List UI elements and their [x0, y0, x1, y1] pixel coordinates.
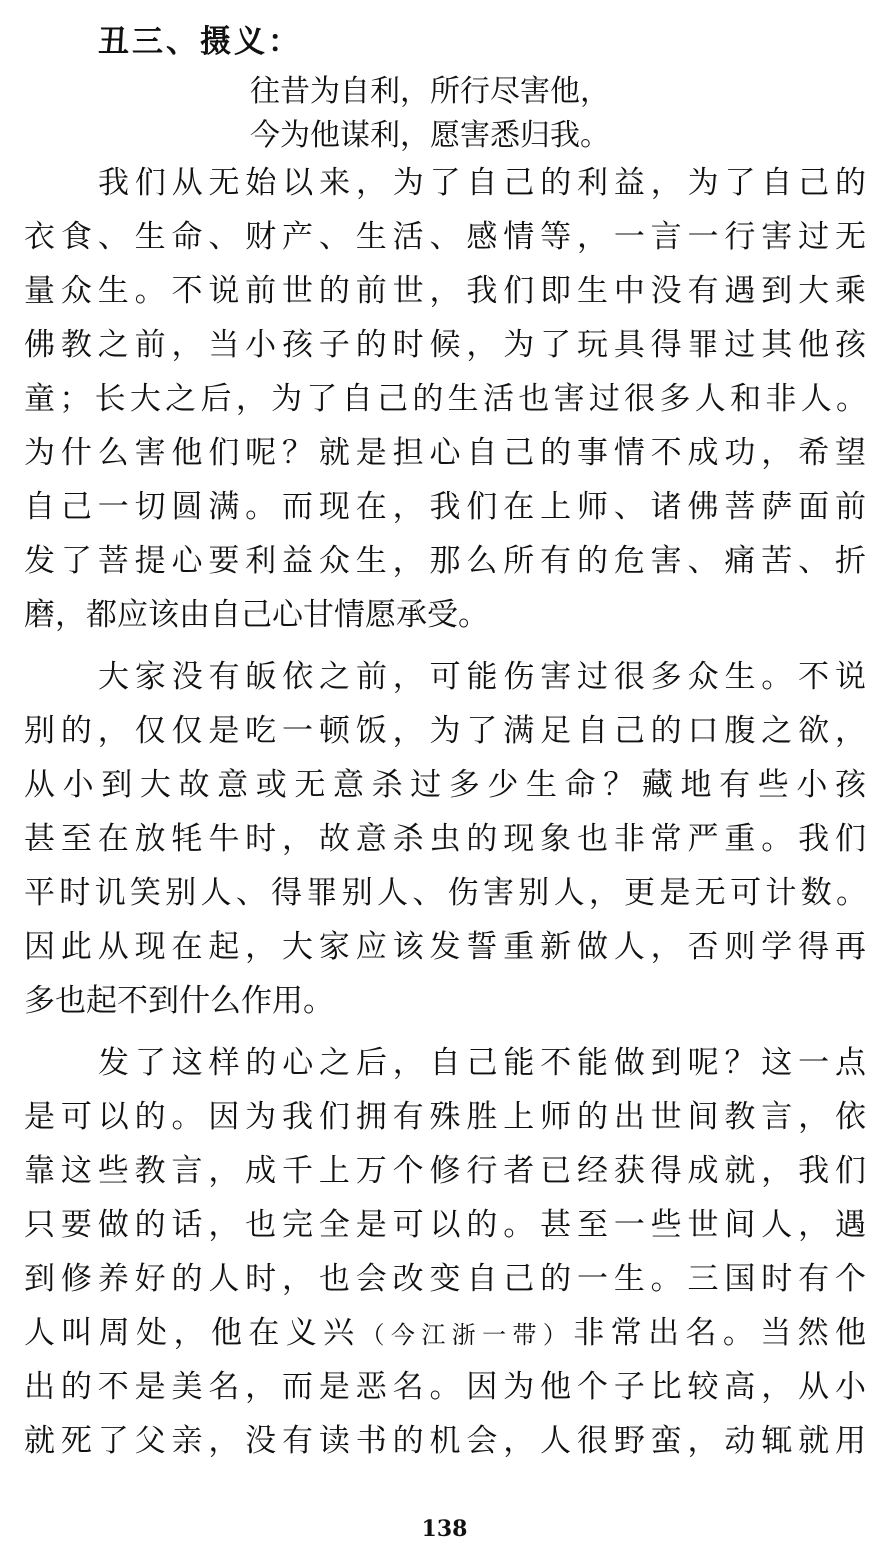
text-line: 童；长大之后，为了自己的生活也害过很多人和非人。	[24, 381, 866, 417]
text-line: 为什么害他们呢？就是担心自己的事情不成功，希望	[24, 435, 866, 471]
text-line: 就死了父亲，没有读书的机会，人很野蛮，动辄就用	[24, 1423, 866, 1459]
text-line: 是可以的。因为我们拥有殊胜上师的出世间教言，依	[24, 1099, 866, 1135]
section-heading: 丑三、摄义：	[98, 24, 302, 60]
verse-block	[250, 70, 610, 158]
parenthetical-note: （今江浙一带）	[360, 1321, 574, 1349]
text-line: 衣食、生命、财产、生活、感情等，一言一行害过无	[24, 219, 866, 255]
text-line: 到修养好的人时，也会改变自己的一生。三国时有个	[24, 1261, 866, 1297]
text-line: 因此从现在起，大家应该发誓重新做人，否则学得再	[24, 929, 866, 965]
verse-line: 今为他谋利，愿害悉归我。	[250, 118, 610, 153]
text-line: 发了菩提心要利益众生，那么所有的危害、痛苦、折	[24, 543, 866, 579]
text-line: 靠这些教言，成千上万个修行者已经获得成就，我们	[24, 1153, 866, 1189]
text-segment: 人叫周处，他在义兴	[24, 1315, 361, 1351]
text-line: 只要做的话，也完全是可以的。甚至一些世间人，遇	[24, 1207, 866, 1243]
verse-line: 往昔为自利，所行尽害他，	[250, 74, 610, 109]
body-text	[24, 156, 866, 1468]
text-line: 从小到大故意或无意杀过多少生命？藏地有些小孩	[24, 767, 866, 803]
text-line: 大家没有皈依之前，可能伤害过很多众生。不说	[98, 659, 866, 695]
text-segment: 非常出名。当然他	[573, 1315, 866, 1351]
text-line: 磨，都应该由自己心甘情愿承受。	[24, 597, 489, 633]
text-line: 甚至在放牦牛时，故意杀虫的现象也非常严重。我们	[24, 821, 866, 857]
text-line	[24, 1306, 866, 1360]
text-line: 发了这样的心之后，自己能不能做到呢？这一点	[98, 1045, 866, 1081]
text-line: 我们从无始以来，为了自己的利益，为了自己的	[98, 165, 866, 201]
text-line: 自己一切圆满。而现在，我们在上师、诸佛菩萨面前	[24, 489, 866, 525]
text-line: 出的不是美名，而是恶名。因为他个子比较高，从小	[24, 1369, 866, 1405]
text-line: 别的，仅仅是吃一顿饭，为了满足自己的口腹之欲，	[24, 713, 866, 749]
text-line: 量众生。不说前世的前世，我们即生中没有遇到大乘	[24, 273, 866, 309]
text-line: 多也起不到什么作用。	[24, 983, 334, 1019]
text-line: 平时讥笑别人、得罪别人、伤害别人，更是无可计数。	[24, 875, 866, 911]
page-number: 138	[421, 1516, 468, 1542]
text-line: 佛教之前，当小孩子的时候，为了玩具得罪过其他孩	[24, 327, 866, 363]
